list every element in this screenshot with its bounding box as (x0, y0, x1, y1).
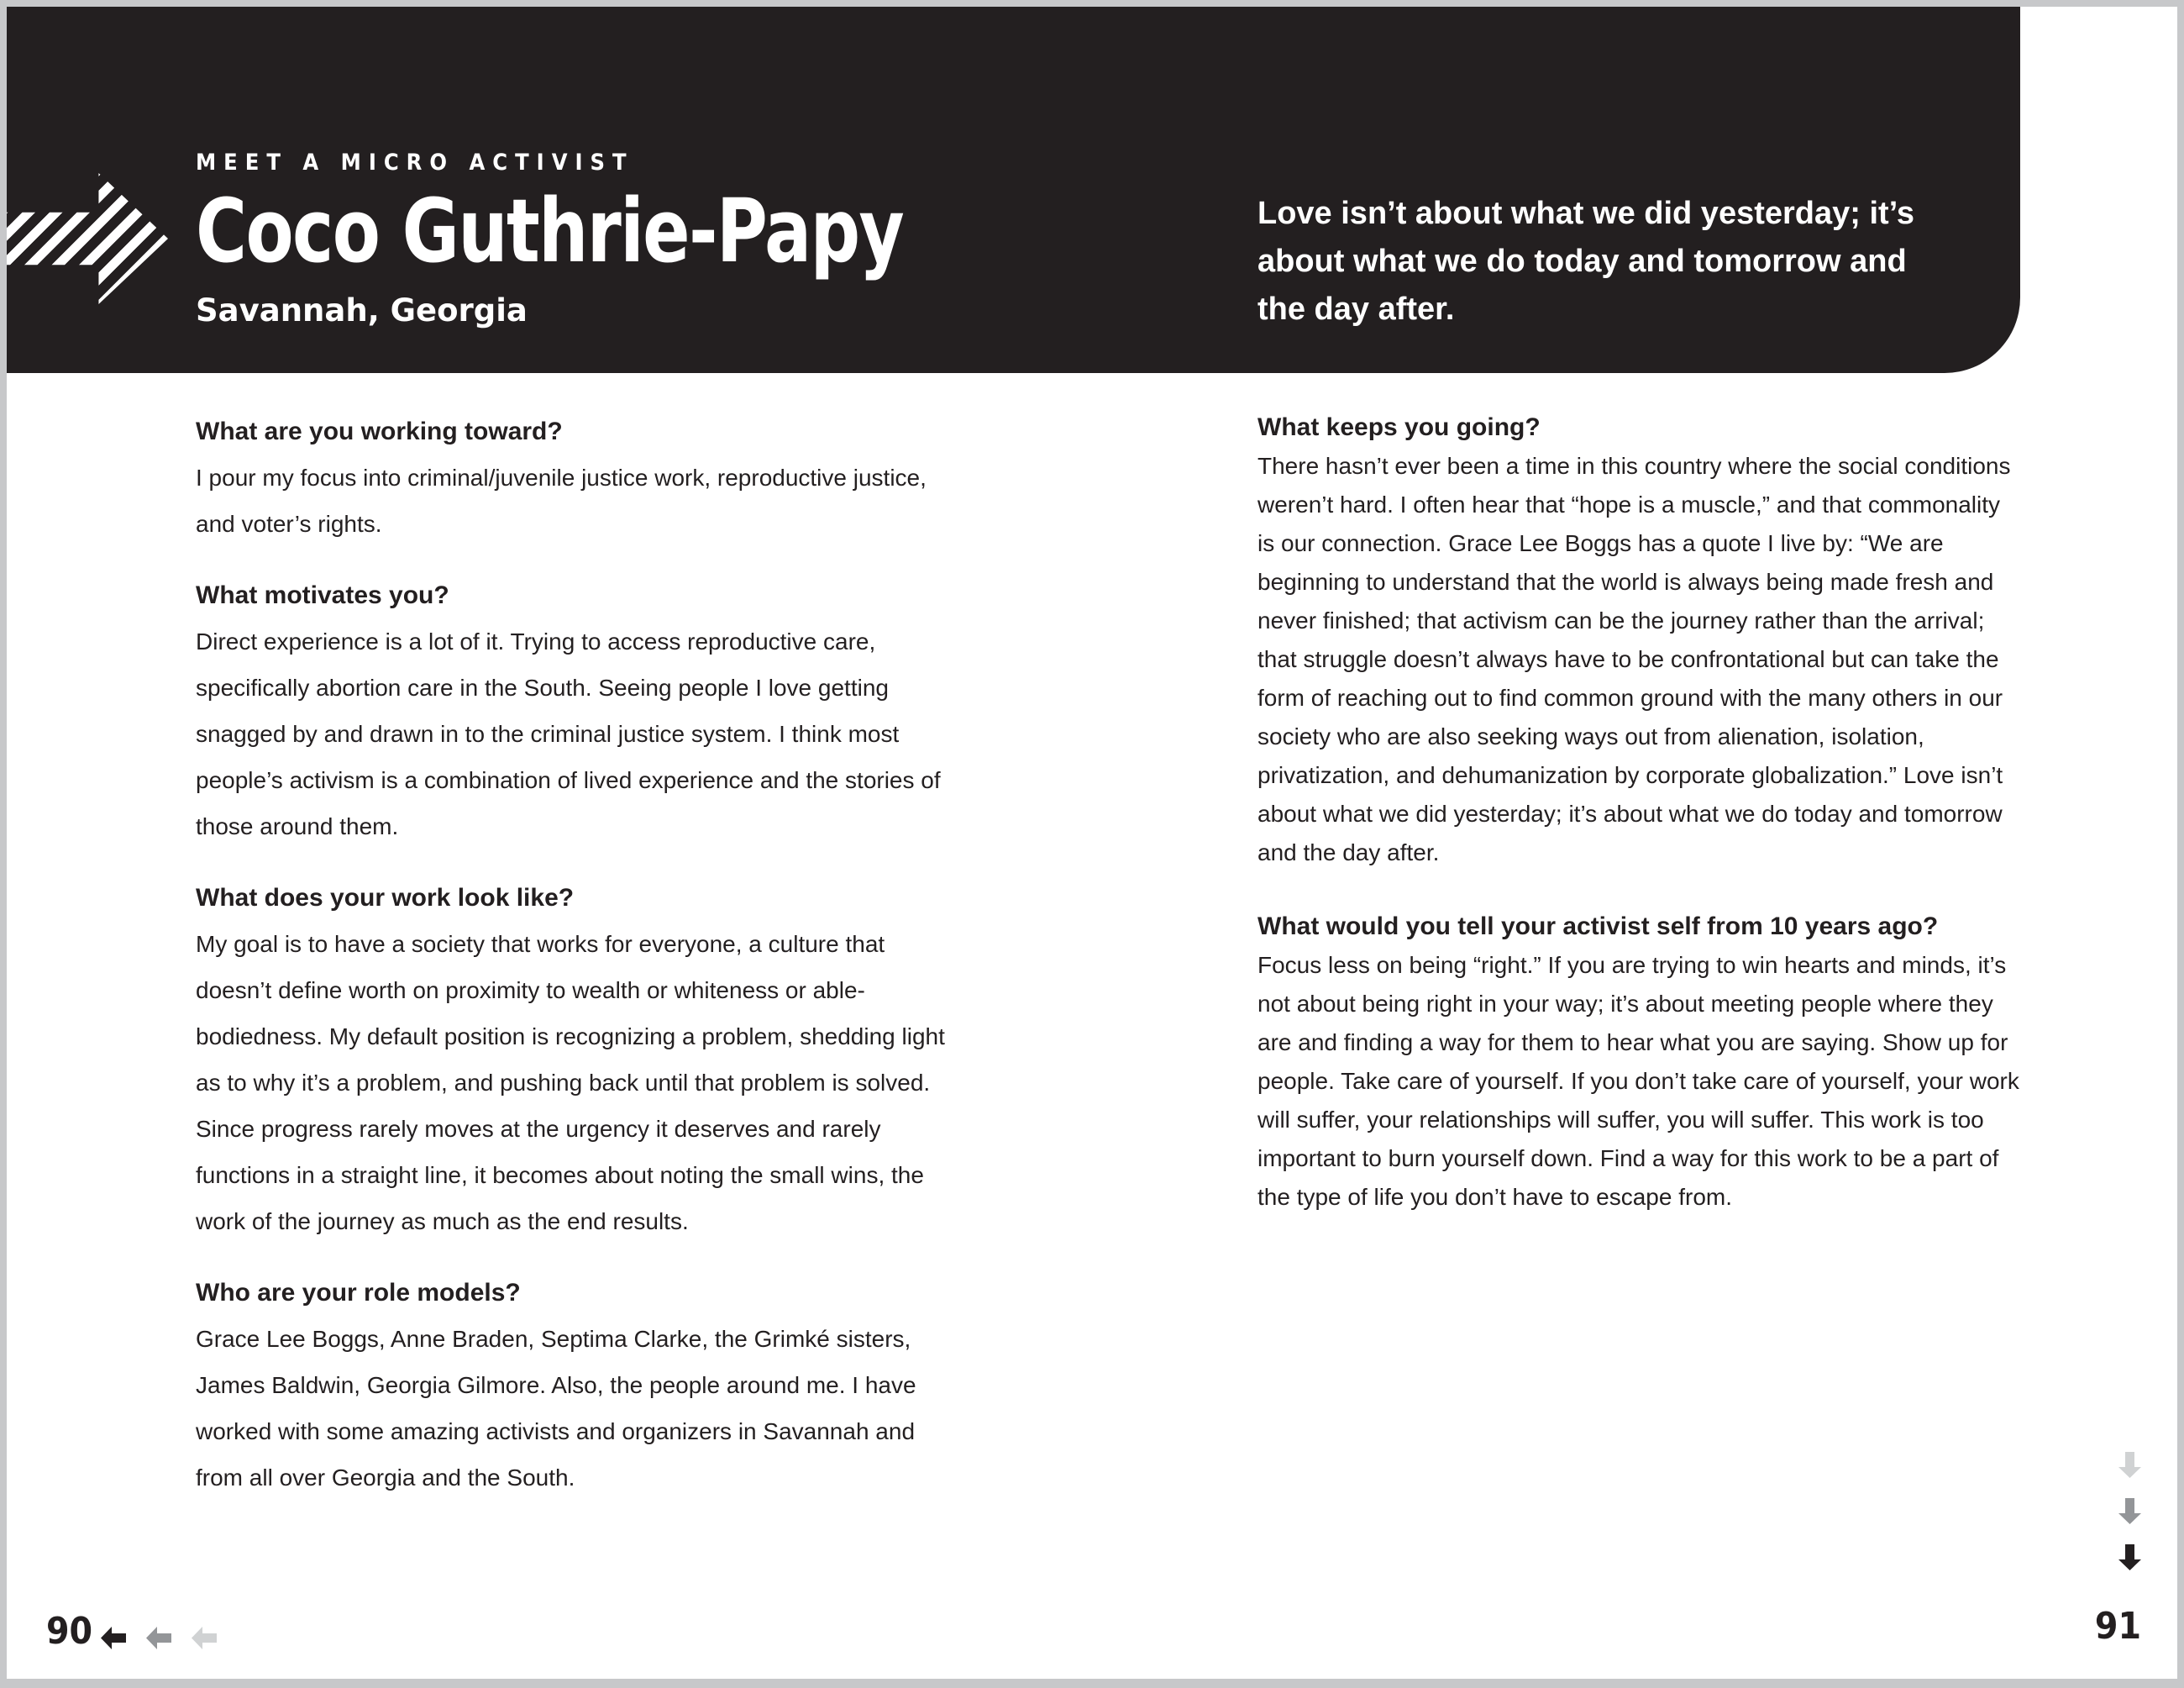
left-arrow-icon-light (192, 1627, 217, 1649)
pull-quote: Love isn’t about what we did yesterday; it’s about what we do today and tomorrow and the day after. (1257, 196, 1914, 327)
down-arrow-icon-mid (2118, 1498, 2141, 1524)
qa-section (196, 408, 952, 547)
kicker-label: MEET A MICRO ACTIVIST (196, 150, 634, 176)
subtitle-location: Savannah, Georgia (196, 292, 528, 329)
qa-section (196, 875, 952, 1244)
qa-section (196, 572, 952, 849)
answer-paragraph: There hasn’t ever been a time in this country where the social conditions weren’t hard. I often hear that “hope is a muscle,” and that commonality is our connection. Grace Lee Boggs has a quote I live by: “We are beginning to understand that the world is always being made fresh and never finished; that activism can be the journey rather than the arrival; that struggle doesn’t always have to be confrontational but can take the form of reaching out to find common ground with the many others in our society who are also seeking ways out from alienation, isolation, privatization, and dehumanization by corporate globalization.” Love isn’t about what we did yesterday; it’s about what we do today and tomorrow and the day after. (1257, 453, 2011, 865)
answer-paragraph: Focus less on being “right.” If you are trying to win hearts and minds, it’s not about being right in your way; it’s about meeting people where they are and finding a way for them to hear what you are saying. Show up for people. Take care of yourself. If you don’t take care of yourself, your work will suffer, your relationships will suffer, you will suffer. This work is too important to burn yourself down. Find a way for this work to be a part of the type of life you don’t have to escape from. (1257, 952, 2019, 1210)
down-arrows-group (2118, 1452, 2141, 1570)
left-arrow-icon-mid (146, 1627, 171, 1649)
question-heading: What are you working toward? (196, 418, 563, 445)
down-arrow-icon-dark (2118, 1544, 2141, 1570)
page-number-left: 90 (46, 1610, 93, 1653)
question-heading: What motivates you? (196, 581, 449, 609)
answer-paragraph: My goal is to have a society that works for everyone, a culture that doesn’t define worth on proximity to wealth or whiteness or able-bodiedness. My default position is recognizing a problem, shedding light as to why it’s a problem, and pushing back until that problem is solved. Since progress rarely moves at the urgency it deserves and rarely functions in a straight line, it becomes about noting the small wins, the work of the journey as much as the end results. (196, 931, 945, 1234)
striped-right-arrow-icon (7, 173, 168, 304)
down-arrow-icon-light (2118, 1452, 2141, 1478)
page-title: Coco Guthrie-Papy (196, 180, 904, 282)
qa-section (1257, 907, 2022, 1217)
question-heading: Who are your role models? (196, 1279, 521, 1307)
qa-section (196, 1270, 952, 1501)
page (7, 7, 2177, 1679)
page-number-right: 91 (2094, 1605, 2141, 1648)
right-column (1257, 408, 2022, 1252)
left-column (196, 408, 952, 1526)
answer-paragraph: Grace Lee Boggs, Anne Braden, Septima Clarke, the Grimké sisters, James Baldwin, Georgia Gilmore. Also, the people around me. I have worked with some amazing activists and organizers in Savannah and from all over Georgia and the South. (196, 1326, 916, 1491)
left-arrow-icon-dark (101, 1627, 126, 1649)
masthead (7, 7, 2020, 373)
question-heading: What does your work look like? (196, 884, 575, 912)
answer-paragraph: Direct experience is a lot of it. Trying to access reproductive care, specifically abortion care in the South. Seeing people I love getting snagged by and drawn in to the criminal justice system. I think most people’s activism is a combination of lived experience and the stories of those around them. (196, 628, 941, 839)
qa-section (1257, 408, 2022, 872)
question-heading: What would you tell your activist self from 10 years ago? (1257, 912, 1939, 940)
answer-paragraph: I pour my focus into criminal/juvenile justice work, reproductive justice, and voter’s rights. (196, 465, 927, 537)
back-arrows-group (101, 1627, 217, 1649)
question-heading: What keeps you going? (1257, 413, 1541, 441)
